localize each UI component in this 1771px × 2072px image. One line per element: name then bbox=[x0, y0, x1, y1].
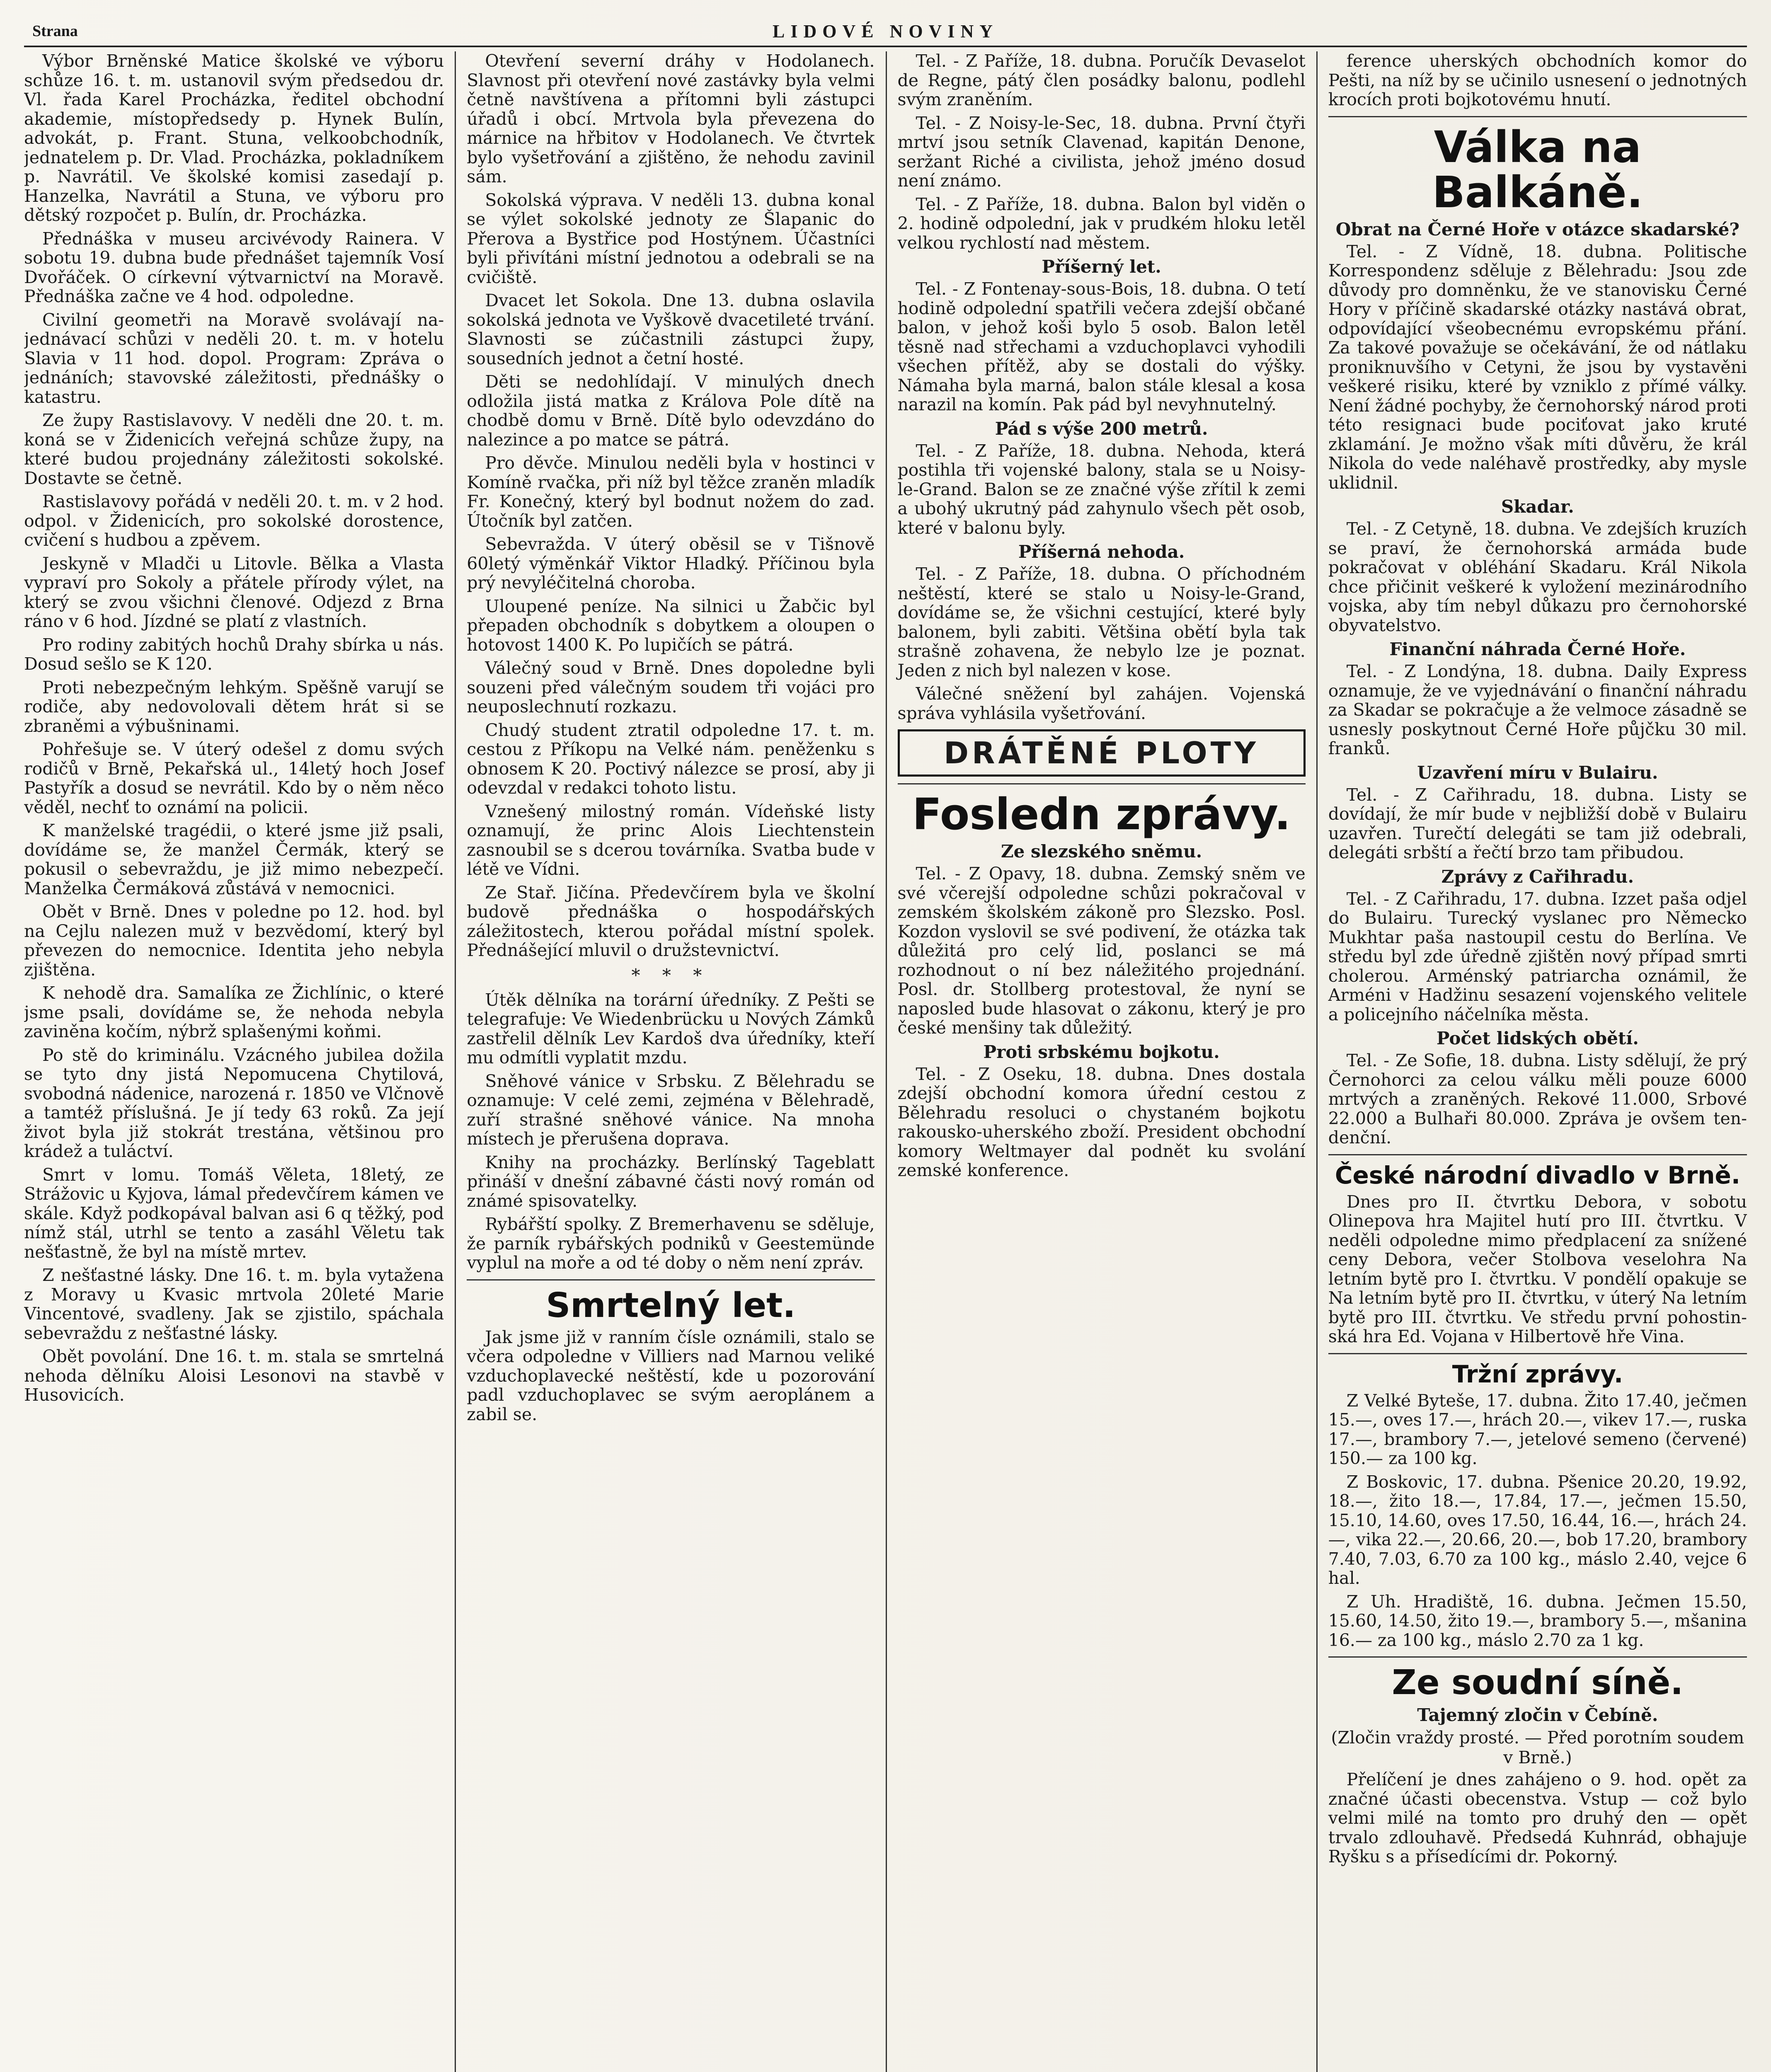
advertisement-wire-fences bbox=[898, 729, 1306, 777]
article: Válečné sněžení byl zahájen. Vojenská správa vyhlásila vyšetřování. bbox=[897, 684, 1306, 723]
subheading: Pád s výše 200 metrů. bbox=[995, 418, 1208, 439]
column-4 bbox=[1316, 51, 1747, 2072]
article: K nehodě dra. Samalíka ze Žichlínic, o které jsme psali, dovídáme se, že nehoda nebyla zaviněna kočím, nýbrž splašenými koňmi. bbox=[24, 983, 444, 1041]
article: Ze Stař. Jičína. Předevčírem byla ve školní budově přednáška o hospodářských záležitostech, kterou pořádal místní spolek. Přednášející mluvil o družstevnictví. bbox=[467, 882, 875, 960]
article: Vznešený milostný román. Vídeňské listy oznamují, že princ Alois Liechtenstein zasnoubil se s dcerou továrníka. Svatba bude v létě ve Vídni. bbox=[467, 801, 875, 879]
article: Výbor Brněnské Matice školské ve výboru schůze 16. t. m. ustanovil svým předsedou dr. Vl. řada Karel Procházka, ředitel obchodní akademie, místopředsedy p. Hynek Bulín, advokát, p. Frant. Stuna, velkoobchodník, jednatelem p. Dr. Vlad. Procházka, pokladníkem p. Navrátil. Ve školské komisi zasedají p. Hanzelka, Navrátil a Stuna, ve výboru pro dětský rozpočet p. Bulín, dr. Procházka. bbox=[24, 51, 444, 225]
column-2 bbox=[455, 51, 885, 2072]
article: Z Boskovic, 17. dubna. Pšenice 20.20, 19.92, 18.—, žito 18.—, 17.84, 17.—, ječmen 15.50, 15.10, 14.60, oves 17.50, 16.44, 16.—, hrách 24.—, vika 22.—, 20.66, 20.—, bob 17.20, brambory 7.40, 7.03, 6.70 za 100 kg., máslo 2.40, vejce 6 hal. bbox=[1328, 1472, 1747, 1588]
article: Civilní geometři na Moravě svolávají najednávací schůzi v neděli 20. t. m. v hotelu Slavia v 11 hod. dopol. Program: Zpráva o jednáních; stavovské záležitosti, přednášky o katastru. bbox=[24, 310, 444, 407]
article: Tel. - Z Londýna, 18. dubna. Daily Express oznamuje, že ve vyjednávání o finanční náhradu za Skadar se pokračuje a že velmoce zásadně se usnesly poskytnout Černé Hoře půjčku 30 mil. franků. bbox=[1328, 661, 1747, 759]
article: Obět povolání. Dne 16. t. m. stala se smrtelná nehoda dělníku Aloisi Lesonovi na stavbě v Husovicích. bbox=[24, 1346, 444, 1405]
subheading: Obrat na Černé Hoře v otázce skadarské? bbox=[1335, 219, 1740, 240]
article: Děti se nedohlídají. V minulých dnech odložila jistá matka z Králova Pole dítě na chodbě domu v Brně. Dítě bylo odevzdáno do nalezince a po matce se pátrá. bbox=[467, 372, 875, 450]
article: Tel. - Z Oseku, 18. dubna. Dnes dostala zdejší obchodní komora úřední cestou z Bělehradu resoluci o chystaném bojkotu rakousko-uherského zboží. President obchodní komory Weltmayer dal podnět ku svolání zemské konference. bbox=[897, 1064, 1306, 1181]
article: Z nešťastné lásky. Dne 16. t. m. byla vytažena z Moravy u Kvasic mrtvola 20leté Marie Vincentové, svadleny. Jak se zjistilo, spáchala sebevraždu z nešťastné lásky. bbox=[24, 1265, 444, 1343]
article: Jak jsme již v ranním čísle oznámili, stalo se včera odpoledne v Villiers nad Marnou veliké vzduchoplavecké neštěstí, kde u pozorování padl vzduchoplavec se svým aeroplánem a zabil se. bbox=[467, 1327, 875, 1424]
article: Sněhové vánice v Srbsku. Z Bělehradu se oznamuje: V celé zemi, zejména v Bělehradě, zuří strašné sněhové vánice. Na mnoha místech je přerušena doprava. bbox=[467, 1071, 875, 1149]
article: Sebevražda. V úterý oběsil se v Tišnově 60letý výměnkář Viktor Hladký. Příčinou byla prý nevyléčitelná choroba. bbox=[467, 534, 875, 593]
ad-title: DRÁTĚNÉ PLOTY bbox=[944, 736, 1259, 770]
article: Přednáška v museu arcivévody Rainera. V sobotu 19. dubna bude přednášet tajemník Vosí Dvořáček. O církevní výtvarnictví na Moravě. Přednáška začne ve 4 hod. odpoledne. bbox=[24, 228, 444, 306]
article: Přelíčení je dnes zahájeno o 9. hod. opět za značné účasti obecenstva. Vstup — což bylo velmi milé na tomto pro druhý den — opět trvalo zdlouhavě. Předsedá Kuhnrád, obhajuje Ryšku s a přísedícími dr. Pokorný. bbox=[1328, 1769, 1747, 1867]
article: Pohřešuje se. V úterý odešel z domu svých rodičů v Brně, Pekařská ul., 14letý hoch Josef Pastyřík a dosud se nevrátil. Kdo by o něm něco věděl, nechť to oznámí na policii. bbox=[24, 739, 444, 817]
article: Uloupené peníze. Na silnici u Žabčic byl přepaden obchodník s dobytkem a oloupen o hotovost 1400 K. Po lupičích se pátrá. bbox=[467, 596, 875, 655]
article: Válečný soud v Brně. Dnes dopoledne byli souzeni před válečným soudem tři vojáci pro neuposlechnutí rozkazu. bbox=[467, 658, 875, 716]
column-3 bbox=[886, 51, 1316, 2072]
article: Pro rodiny zabitých hochů Drahy sbírka u nás. Dosud sešlo se K 120. bbox=[24, 634, 444, 674]
subheading: Uzavření míru v Bulairu. bbox=[1417, 762, 1658, 783]
subheading: Příšerná nehoda. bbox=[1018, 542, 1185, 562]
dateline: (Zločin vraždy prosté. — Před porotním soudem v Brně.) bbox=[1331, 1728, 1744, 1768]
page-mark: Strana bbox=[32, 22, 78, 40]
article: Obět v Brně. Dnes v poledne po 12. hod. byl na Cejlu nalezen muž v bezvědomí, který byl převezen do nemocnice. Identita jeho nebyla zjištěna. bbox=[24, 902, 444, 980]
article: Chudý student ztratil odpoledne 17. t. m. cestou z Příkopu na Velké nám. peněženku s obnosem K 20. Poctivý nálezce se prosí, aby ji odevzdal v redakci tohoto listu. bbox=[467, 720, 875, 798]
article: Pro děvče. Minulou neděli byla v hostinci v Komíně rvačka, při níž byl těžce zraněn mladík Fr. Konečný, který byl bodnut nožem do zad. Útočník byl zatčen. bbox=[467, 453, 875, 531]
subheading: Počet lidských obětí. bbox=[1436, 1028, 1639, 1049]
article: Rastislavovy pořádá v neděli 20. t. m. v 2 hod. odpol. v Židenicích, pro sokolské dorostence, cvičení s hudbou a zpěvem. bbox=[24, 491, 444, 550]
article: ference uherských obchodních komor do Pešti, na níž by se učinilo usnesení o jednotných krocích proti bojkotovému hnutí. bbox=[1328, 51, 1747, 109]
article: Smrt v lomu. Tomáš Věleta, 18letý, ze Strážovic u Kyjova, lámal předevčírem kámen ve skále. Když podkopával balvan asi 6 q těžký, pod nímž stál, utrhl se tento a zasáhl Věletu tak nešťastně, že byl na místě mrtev. bbox=[24, 1164, 444, 1262]
article: Tel. - Z Fontenay-sous-Bois, 18. dubna. O tetí hodině odpolední spatřili večera zdejší občané balon, v jehož koši bylo 5 osob. Balon letěl těsně nad střechami a vzduchoplavci vyhodili všechen přítěž, aby se dostali do výšky. Námaha byla marná, balon stále klesal a kosa narazil na komín. Pak pád byl nevyhnutelný. bbox=[897, 279, 1306, 414]
headline-latest-news: Fosledn zprávy. bbox=[912, 789, 1291, 840]
article: Tel. - Z Cetyně, 18. dubna. Ve zdejších kruzích se praví, že černohorská armáda bude pokračovat v obléhání Skadaru. Král Nikola chce přičinit veškeré k vyložení mezinárodního vojska, aby tím nebyl důkazu pro černohorské obyvatelstvo. bbox=[1328, 519, 1747, 635]
subheading: Proti srbskému bojkotu. bbox=[983, 1041, 1220, 1062]
subheading: Ze slezského sněmu. bbox=[1001, 841, 1202, 862]
article: Sokolská výprava. V neděli 13. dubna konal se výlet sokolské jednoty ze Šlapanic do Přerova a Bystřice pod Hostýnem. Účastníci byli přivítáni místní jednotou a odebrali se na cvičiště. bbox=[467, 190, 875, 287]
article: Z Velké Byteše, 17. dubna. Žito 17.40, ječmen 15.—, oves 17.—, hrách 20.—, vikev 17.—, ruska 17.—, brambory 7.—, jetelové semeno (červené) 150.— za 100 kg. bbox=[1328, 1390, 1747, 1469]
article: Tel. - Z Paříže, 18. dubna. Poručík Devaselot de Regne, pátý člen posádky balonu, podlehl svým zraněním. bbox=[897, 51, 1306, 109]
subheading: Příšerný let. bbox=[1042, 257, 1161, 277]
article: Dnes pro II. čtvrtku Debora, v sobotu Olinepova hra Majitel hutí pro III. čtvrtku. V neděli odpoledne mimo předplacení za snížené ceny Debora, večer Stolbova veselohra Na letním bytě pro I. čtvrtku. V pondělí opakuje se Na letním bytě pro II. čtvrtku, v úterý Na letním bytě pro III. čtvrtku. Ve středu první pohostinská hra Ed. Vojana v Hilbertově hře Vina. bbox=[1328, 1191, 1747, 1347]
article: Knihy na procházky. Berlínský Tageblatt přináší v dnešní zábavné části nový román od známé spisovatelky. bbox=[467, 1152, 875, 1211]
article: Ze župy Rastislavovy. V neděli dne 20. t. m. koná se v Židenicích veřejná schůze župy, na které budou projednány záležitosti sokolské. Dostavte se četně. bbox=[24, 410, 444, 488]
article: Tel. - Z Vídně, 18. dubna. Politische Korrespondenz sděluje z Bělehradu: Jsou zde důvody pro domněnku, že ve stanovisku Černé Hory v příčině skadarské otázky nastává obrat, odpovídající všeobecnému evropskému přání. Za takové považuje se očekávání, že od nátlaku proniknuvšího v Cetyni, že jsou by vystavěni veškeré risiku, které by vzniklo z přímé války. Není žádné pochyby, že černohorský národ proti této resignaci bude pociťovat jako kruté zklamání. Je možno však míti důvěru, že král Nikola do vede naléhavě prostředky, aby mysle uklidnil. bbox=[1328, 241, 1747, 493]
article: Tel. - Z Cařihradu, 17. dubna. Izzet paša odjel do Bulairu. Turecký vyslanec pro Německo Mukhtar paša nastoupil cestu do Berlína. Ve středu byl zde úředně zjištěn nový případ smrti cholerou. Arménský patriarcha oznámil, že Arméni v Hadžinu sesazení vojenského velitele a policejního náčelníka města. bbox=[1328, 888, 1747, 1024]
article: Dvacet let Sokola. Dne 13. dubna oslavila sokolská jednota ve Vyškově dvacetileté trvání. Slavnosti se zúčastnili zástupci župy, sousedních jednot a četní hosté. bbox=[467, 290, 875, 368]
article: Útěk dělníka na torární úředníky. Z Pešti se telegrafuje: Ve Wiedenbrücku u Nových Zámků zastřelil dělník Lev Kardoš dva úředníky, kteří mu odmítli vyplatit mzdu. bbox=[467, 990, 875, 1067]
headline-court-room: Ze soudní síně. bbox=[1392, 1663, 1684, 1703]
column-1 bbox=[24, 51, 455, 2072]
article: Tel. - Z Paříže, 18. dubna. O příchodném neštěstí, které se stalo u Noisy-le-Grand, dovídáme se, že všichni cestující, které byly balonem, byli zabiti. Většina obětí byla tak strašně zohavena, že nebylo lze je poznat. Jeden z nich byl nalezen v kose. bbox=[897, 564, 1306, 680]
divider bbox=[1328, 1154, 1747, 1155]
divider bbox=[1328, 116, 1747, 117]
article: Jeskyně v Mladči u Litovle. Bělka a Vlasta vypraví pro Sokoly a přátele přírody výlet, na který se zvou všichni členové. Odjezd z Brna ráno v 6 hod. Jízdné se platí z vlastních. bbox=[24, 553, 444, 631]
divider bbox=[898, 783, 1306, 784]
divider bbox=[1328, 1656, 1747, 1658]
columns bbox=[24, 51, 1747, 2072]
article: Otevření severní dráhy v Hodolanech. Slavnost při otevření nové zastávky byla velmi četně navštívena a přítomni byli zástupci úřadů i obcí. Mrtvola byla převezena do márnice na hřbitov v Hodolanech. Ve čtvrtek bylo vyšetřování a zjištěno, že nehodu zavinil sám. bbox=[467, 51, 875, 186]
divider bbox=[1328, 1353, 1747, 1354]
section-separator: * * * bbox=[631, 965, 710, 985]
subheading: Tajemný zločin v Čebíně. bbox=[1417, 1705, 1658, 1726]
article: Proti nebezpečným lehkým. Spěšně varují se rodiče, aby nedovolovali dětem hrát si se zbraněmi a výbušninami. bbox=[24, 677, 444, 736]
article: Tel. - Z Noisy-le-Sec, 18. dubna. První čtyři mrtví jsou setník Clavenad, kapitán Denone, seržant Riché a civilista, jehož jméno dosud není známo. bbox=[897, 113, 1306, 191]
masthead bbox=[24, 17, 1747, 47]
headline-balkan-war: Válka na Balkáně. bbox=[1432, 121, 1643, 218]
subheading: Finanční náhrada Černé Hoře. bbox=[1389, 639, 1686, 660]
subheading: Skadar. bbox=[1501, 496, 1574, 517]
divider bbox=[467, 1279, 875, 1280]
headline-national-theatre: České národní divadlo v Brně. bbox=[1335, 1161, 1740, 1189]
subheading: Zprávy z Cařihradu. bbox=[1441, 866, 1634, 887]
article: Rybářští spolky. Z Bremerhavenu se sděluje, že parník rybářských podniků v Geestemünde vyplul na moře a od té doby o něm není zpráv. bbox=[467, 1214, 875, 1273]
article: Tel. - Z Paříže, 18. dubna. Nehoda, která postihla tři vojenské balony, stala se u Noisy-le-Grand. Balon se ze značné výše zřítil k zemi a ubohý ukrutný pád zahynulo všech pět osob, které v balonu byly. bbox=[897, 441, 1306, 538]
headline-fatal-flight: Smrtelný let. bbox=[546, 1285, 796, 1325]
article: Tel. - Ze Sofie, 18. dubna. Listy sdělují, že prý Černohorci za celou válku měli pouze 6000 mrtvých a zraněných. Rekové 11.000, Srbové 22.000 a Bulhaři 80.000. Zpráva je ovšem tendenční. bbox=[1328, 1051, 1747, 1148]
article: Po stě do kriminálu. Vzácného jubilea dožila se tyto dny jistá Nepomucena Chytilová, svobodná nádenice, narozená r. 1850 ve Vlčnově a tamtéž příslušná. Je jí tedy 63 roků. Za její život byla již stokrát trestána, většinou pro krádež a tuláctví. bbox=[24, 1045, 444, 1161]
article: Tel. - Z Paříže, 18. dubna. Balon byl viděn o 2. hodině odpolední, jak v prudkém hloku letěl velkou rychlostí nad městem. bbox=[897, 194, 1306, 253]
article: Tel. - Z Opavy, 18. dubna. Zemský sněm ve své včerejší odpoledne schůzi pokračoval v zemském školském zákoně pro Slezsko. Posl. Kozdon vyslovil se své podivení, že otázka tak důležitá pro celý lid, poslanci se má rozhodnout o ní bez náležitého projednání. Posl. dr. Stollberg protestoval, že nyní se naposled bude hlasovat o zákonu, který je pro české menšiny tak důležitý. bbox=[897, 864, 1306, 1038]
article: K manželské tragédii, o které jsme již psali, dovídáme se, že manžel Čermák, který se pokusil o sebevraždu, je již mimo nebezpečí. Manželka Čermáková zůstává v nemocnici. bbox=[24, 821, 444, 898]
article: Tel. - Z Cařihradu, 18. dubna. Listy se dovídají, že mír bude v nejbližší době v Bulairu uzavřen. Turečtí delegáti se tam již odebrali, delegáti srbští a řečtí brzo tam přibudou. bbox=[1328, 784, 1747, 863]
article: Z Uh. Hradiště, 16. dubna. Ječmen 15.50, 15.60, 14.50, žito 19.—, brambory 5.—, mšanina 16.— za 100 kg., máslo 2.70 za 1 kg. bbox=[1328, 1591, 1747, 1650]
headline-market-reports: Tržní zprávy. bbox=[1452, 1360, 1623, 1388]
newspaper-title: LIDOVÉ NOVINY bbox=[772, 21, 999, 41]
